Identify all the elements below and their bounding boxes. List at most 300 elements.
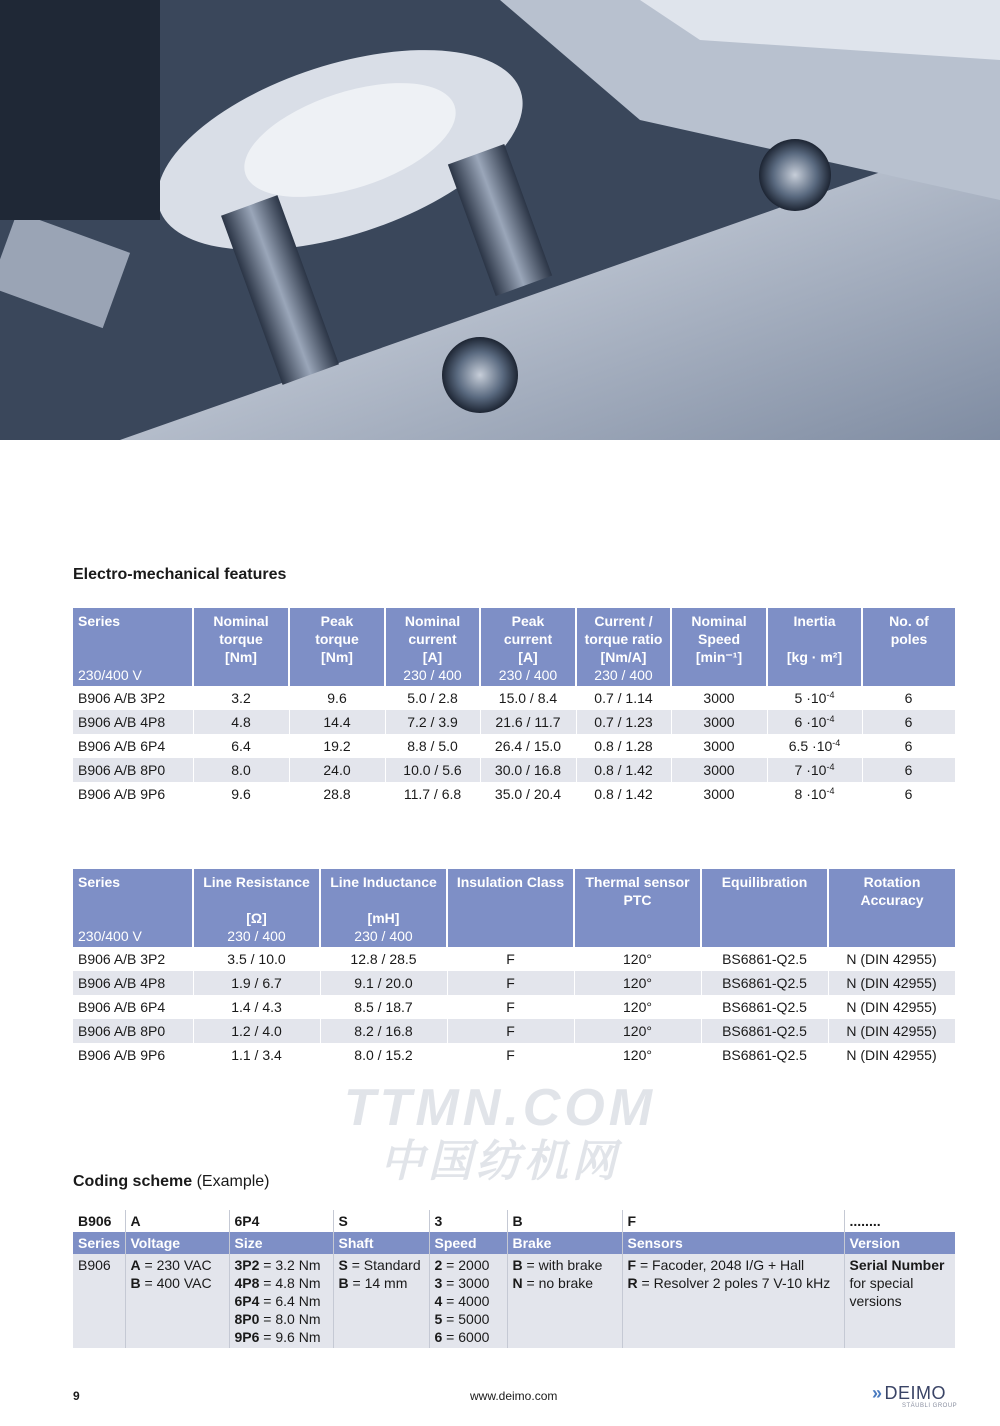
cell-text: 1.2 / 4.0 bbox=[231, 1023, 282, 1039]
cell-text: 6 bbox=[904, 690, 913, 706]
header-subtitle: 230 / 400 bbox=[403, 667, 462, 683]
cell-text: 3000 bbox=[703, 714, 735, 730]
value-cell bbox=[385, 686, 480, 710]
table-row bbox=[73, 947, 955, 971]
code-desc: = 2000 bbox=[442, 1257, 490, 1273]
code-key: Serial Number bbox=[849, 1257, 945, 1273]
value-cell bbox=[862, 686, 955, 710]
value-cell bbox=[385, 782, 480, 806]
header-subtitle: 230/400 V bbox=[78, 928, 142, 944]
cell-text: 8.5 / 18.7 bbox=[354, 999, 413, 1015]
cell-text: 1.1 / 3.4 bbox=[231, 1047, 282, 1063]
series-cell bbox=[73, 971, 193, 995]
cell-text: B906 A/B 4P8 bbox=[78, 714, 166, 730]
code-value-line bbox=[513, 1256, 617, 1274]
code-key: 4P8 bbox=[234, 1275, 260, 1291]
header-subtitle: 230 / 400 bbox=[594, 667, 653, 683]
value-cell bbox=[701, 995, 828, 1019]
column-header bbox=[480, 608, 576, 686]
code-label-cell: Series bbox=[73, 1232, 125, 1254]
code-key: A bbox=[130, 1257, 141, 1273]
cell-text: 7 ·10 bbox=[794, 762, 827, 778]
value-cell bbox=[671, 782, 767, 806]
cell-text: 3000 bbox=[703, 762, 735, 778]
value-cell bbox=[767, 782, 862, 806]
code-value-line bbox=[435, 1274, 502, 1292]
hero-machine-photo bbox=[0, 0, 1000, 440]
cell-text: 8.0 / 15.2 bbox=[354, 1047, 413, 1063]
header-line: Peak bbox=[511, 613, 545, 629]
machine-illustration bbox=[0, 0, 1000, 440]
header-line: [Nm/A] bbox=[600, 649, 647, 665]
code-label-cell: Shaft bbox=[333, 1232, 429, 1254]
code-value-cell bbox=[844, 1254, 955, 1348]
cell-text: 4.8 bbox=[231, 714, 251, 730]
code-key: F bbox=[627, 1257, 637, 1273]
exponent: -4 bbox=[826, 786, 835, 796]
cell-text: B906 A/B 4P8 bbox=[78, 975, 166, 991]
table-row bbox=[73, 686, 955, 710]
value-cell bbox=[289, 686, 385, 710]
value-cell bbox=[385, 710, 480, 734]
cell-text: BS6861-Q2.5 bbox=[722, 951, 807, 967]
code-desc: versions bbox=[849, 1293, 902, 1309]
table-row bbox=[73, 1019, 955, 1043]
value-cell bbox=[193, 686, 289, 710]
exponent: -4 bbox=[826, 690, 835, 700]
header-line: Current / bbox=[594, 613, 653, 629]
code-cell: 6P4 bbox=[229, 1210, 333, 1232]
series-cell bbox=[73, 758, 193, 782]
logo-text: DEIMO bbox=[884, 1383, 947, 1403]
column-header bbox=[73, 869, 193, 947]
value-cell bbox=[767, 710, 862, 734]
cell-text: F bbox=[506, 1047, 515, 1063]
watermark-line-2: 中国纺机网 bbox=[380, 1137, 620, 1186]
value-cell bbox=[447, 1043, 574, 1067]
value-cell bbox=[480, 758, 576, 782]
code-label-cell: Brake bbox=[507, 1232, 622, 1254]
coding-scheme-title bbox=[73, 1173, 270, 1191]
cell-text: 1.4 / 4.3 bbox=[231, 999, 282, 1015]
code-desc: = 9.6 Nm bbox=[259, 1329, 321, 1345]
cell-text: 120° bbox=[623, 1047, 652, 1063]
value-cell bbox=[447, 947, 574, 971]
code-desc: = 5000 bbox=[442, 1311, 490, 1327]
chevron-logo-icon: » bbox=[872, 1383, 883, 1403]
code-value-line bbox=[131, 1274, 224, 1292]
code-desc: = 3.2 Nm bbox=[259, 1257, 321, 1273]
exponent: -4 bbox=[826, 762, 835, 772]
electrical-characteristics-table bbox=[73, 869, 956, 1067]
column-header bbox=[574, 869, 701, 947]
code-key: 9P6 bbox=[234, 1329, 260, 1345]
header-line: torque ratio bbox=[584, 631, 663, 647]
code-desc: = 6.4 Nm bbox=[259, 1293, 321, 1309]
code-cell: A bbox=[125, 1210, 229, 1232]
code-value-line bbox=[339, 1256, 424, 1274]
header-line: No. of bbox=[889, 613, 929, 629]
header-line: current bbox=[408, 631, 457, 647]
code-desc: = 400 VAC bbox=[140, 1275, 212, 1291]
value-cell bbox=[576, 734, 671, 758]
column-header bbox=[289, 608, 385, 686]
header-line: Nominal bbox=[404, 613, 461, 629]
cell-text: 1.9 / 6.7 bbox=[231, 975, 282, 991]
value-cell bbox=[480, 782, 576, 806]
code-cell: B906 bbox=[73, 1210, 125, 1232]
code-desc: = 4.8 Nm bbox=[259, 1275, 321, 1291]
column-header bbox=[193, 608, 289, 686]
header-line: Line Inductance bbox=[330, 874, 437, 890]
header-line: Nominal bbox=[691, 613, 747, 629]
cell-text: 8.0 bbox=[231, 762, 251, 778]
cell-text: 12.8 / 28.5 bbox=[350, 951, 417, 967]
code-value-cell bbox=[507, 1254, 622, 1348]
cell-text: B906 A/B 8P0 bbox=[78, 762, 166, 778]
cell-text: 14.4 bbox=[323, 714, 351, 730]
value-cell bbox=[320, 947, 447, 971]
cell-text: 5 ·10 bbox=[794, 690, 827, 706]
footer-url[interactable]: www.deimo.com bbox=[470, 1389, 558, 1403]
code-cell: S bbox=[333, 1210, 429, 1232]
value-cell bbox=[320, 971, 447, 995]
value-cell bbox=[576, 782, 671, 806]
value-cell bbox=[828, 947, 955, 971]
electro-mechanical-table bbox=[73, 608, 956, 806]
code-value-line bbox=[850, 1274, 951, 1292]
value-cell bbox=[289, 710, 385, 734]
page-number: 9 bbox=[73, 1389, 80, 1403]
code-label-cell: Sensors bbox=[622, 1232, 844, 1254]
header-line: [min⁻¹] bbox=[695, 649, 743, 665]
cell-text: 28.8 bbox=[323, 786, 351, 802]
header-subtitle: 230 / 400 bbox=[354, 928, 413, 944]
header-line: [Nm] bbox=[225, 649, 257, 665]
code-value-line bbox=[235, 1292, 328, 1310]
value-cell bbox=[574, 971, 701, 995]
cell-text: 6 bbox=[904, 714, 913, 730]
code-desc: B906 bbox=[78, 1257, 111, 1273]
cell-text: N (DIN 42955) bbox=[846, 1023, 937, 1039]
column-header bbox=[447, 869, 574, 947]
cell-text: F bbox=[506, 999, 515, 1015]
value-cell bbox=[828, 995, 955, 1019]
code-key: 6 bbox=[434, 1329, 443, 1345]
value-cell bbox=[193, 1019, 320, 1043]
code-desc: = 6000 bbox=[442, 1329, 490, 1345]
code-desc: = Standard bbox=[347, 1257, 421, 1273]
code-desc: = 230 VAC bbox=[140, 1257, 212, 1273]
code-value-cell bbox=[229, 1254, 333, 1348]
code-key: 3 bbox=[434, 1275, 443, 1291]
cell-text: 6.5 ·10 bbox=[788, 738, 833, 754]
column-header bbox=[320, 869, 447, 947]
header-line: [Ω] bbox=[246, 910, 267, 926]
header-subtitle: 230 / 400 bbox=[498, 667, 558, 683]
cell-text: BS6861-Q2.5 bbox=[722, 975, 807, 991]
watermark bbox=[280, 1080, 720, 1188]
code-value-line bbox=[628, 1256, 839, 1274]
code-value-line bbox=[235, 1274, 328, 1292]
header-line: Inertia bbox=[793, 613, 836, 629]
column-header bbox=[671, 608, 767, 686]
header-line: [A] bbox=[422, 649, 443, 665]
cell-text: F bbox=[506, 951, 515, 967]
exponent: -4 bbox=[832, 738, 841, 748]
cell-text: 120° bbox=[623, 951, 652, 967]
cell-text: 26.4 / 15.0 bbox=[494, 738, 562, 754]
table-row bbox=[73, 758, 955, 782]
header-line: [A] bbox=[518, 649, 538, 665]
logo-tagline: STÄUBLI GROUP bbox=[902, 1403, 958, 1409]
cell-text: 24.0 bbox=[323, 762, 351, 778]
header-line bbox=[771, 630, 858, 648]
code-value-line bbox=[131, 1256, 224, 1274]
series-cell bbox=[73, 947, 193, 971]
cell-text: 120° bbox=[623, 1023, 652, 1039]
code-cell: 3 bbox=[429, 1210, 507, 1232]
value-cell bbox=[862, 734, 955, 758]
cell-text: N (DIN 42955) bbox=[846, 975, 937, 991]
cell-text: 6.4 bbox=[231, 738, 251, 754]
column-header bbox=[193, 869, 320, 947]
cell-text: 8.8 / 5.0 bbox=[407, 738, 458, 754]
header-subtitle: 230/400 V bbox=[78, 667, 142, 683]
header-line: torque bbox=[219, 631, 263, 647]
code-desc: for special bbox=[849, 1275, 914, 1291]
cell-text: N (DIN 42955) bbox=[846, 999, 937, 1015]
cell-text: BS6861-Q2.5 bbox=[722, 1023, 807, 1039]
cell-text: 19.2 bbox=[323, 738, 351, 754]
cell-text: 120° bbox=[623, 999, 652, 1015]
header-line: Accuracy bbox=[860, 892, 924, 908]
header-subtitle: 230 / 400 bbox=[227, 928, 286, 944]
coding-scheme-title-bold: Coding scheme bbox=[73, 1173, 193, 1190]
value-cell bbox=[193, 782, 289, 806]
value-cell bbox=[193, 1043, 320, 1067]
value-cell bbox=[193, 710, 289, 734]
value-cell bbox=[385, 734, 480, 758]
table-row bbox=[73, 971, 955, 995]
header-line: Speed bbox=[697, 631, 740, 647]
value-cell bbox=[701, 971, 828, 995]
table-row bbox=[73, 995, 955, 1019]
value-cell bbox=[671, 734, 767, 758]
header-line: Thermal sensor bbox=[585, 874, 690, 890]
cell-text: N (DIN 42955) bbox=[846, 1047, 937, 1063]
code-value-line bbox=[235, 1328, 328, 1346]
watermark-line-1: TTMN.COM bbox=[343, 1079, 657, 1137]
code-label-cell: Speed bbox=[429, 1232, 507, 1254]
header-line: Nominal bbox=[213, 613, 269, 629]
code-cell: F bbox=[622, 1210, 844, 1232]
value-cell bbox=[767, 686, 862, 710]
value-cell bbox=[828, 1019, 955, 1043]
header-line bbox=[324, 891, 443, 909]
series-cell bbox=[73, 782, 193, 806]
header-line: Line Resistance bbox=[203, 874, 310, 890]
code-value-cell bbox=[73, 1254, 125, 1348]
column-header bbox=[385, 608, 480, 686]
value-cell bbox=[576, 710, 671, 734]
header-line: [kg · m²] bbox=[786, 649, 843, 665]
cell-text: 0.8 / 1.42 bbox=[594, 762, 653, 778]
series-cell bbox=[73, 686, 193, 710]
cell-text: 11.7 / 6.8 bbox=[403, 786, 462, 802]
header-line: poles bbox=[890, 631, 928, 647]
value-cell bbox=[576, 686, 671, 710]
code-desc: = 3000 bbox=[442, 1275, 490, 1291]
code-cell: B bbox=[507, 1210, 622, 1232]
coding-scheme-table bbox=[73, 1210, 955, 1348]
value-cell bbox=[289, 734, 385, 758]
code-value-line bbox=[435, 1310, 502, 1328]
value-cell bbox=[289, 758, 385, 782]
cell-text: 3000 bbox=[703, 690, 735, 706]
code-label-cell: Version bbox=[844, 1232, 955, 1254]
code-value-line bbox=[78, 1256, 120, 1274]
cell-text: 0.8 / 1.28 bbox=[594, 738, 653, 754]
code-key: 4 bbox=[434, 1293, 443, 1309]
code-key: S bbox=[338, 1257, 348, 1273]
cell-text: 0.7 / 1.14 bbox=[594, 690, 653, 706]
value-cell bbox=[193, 971, 320, 995]
code-value-line bbox=[435, 1256, 502, 1274]
value-cell bbox=[671, 710, 767, 734]
code-value-line bbox=[513, 1274, 617, 1292]
value-cell bbox=[767, 758, 862, 782]
cell-text: F bbox=[506, 975, 515, 991]
cell-text: 3.5 / 10.0 bbox=[227, 951, 286, 967]
cell-text: 6 bbox=[904, 738, 913, 754]
cell-text: B906 A/B 3P2 bbox=[78, 951, 166, 967]
code-label-cell: Voltage bbox=[125, 1232, 229, 1254]
cell-text: 3.2 bbox=[231, 690, 251, 706]
code-key: N bbox=[512, 1275, 523, 1291]
header-line: Equilibration bbox=[721, 874, 808, 890]
cell-text: BS6861-Q2.5 bbox=[722, 1047, 807, 1063]
cell-text: 8 ·10 bbox=[794, 786, 827, 802]
code-desc: = 8.0 Nm bbox=[259, 1311, 321, 1327]
value-cell bbox=[480, 710, 576, 734]
cell-text: 6 ·10 bbox=[794, 714, 827, 730]
header-line bbox=[197, 891, 316, 909]
value-cell bbox=[480, 734, 576, 758]
value-cell bbox=[193, 734, 289, 758]
code-value-cell bbox=[622, 1254, 844, 1348]
value-cell bbox=[671, 686, 767, 710]
value-cell bbox=[480, 686, 576, 710]
series-cell bbox=[73, 710, 193, 734]
cell-text: 9.6 bbox=[327, 690, 347, 706]
header-line: Rotation bbox=[863, 874, 921, 890]
code-value-line bbox=[235, 1256, 328, 1274]
column-header bbox=[73, 608, 193, 686]
value-cell bbox=[193, 947, 320, 971]
value-cell bbox=[447, 971, 574, 995]
value-cell bbox=[576, 758, 671, 782]
code-key: R bbox=[627, 1275, 638, 1291]
code-desc: = Resolver 2 poles 7 V-10 kHz bbox=[637, 1275, 831, 1291]
code-value-line bbox=[850, 1256, 951, 1274]
code-value-cell bbox=[429, 1254, 507, 1348]
value-cell bbox=[574, 947, 701, 971]
code-cell: ........ bbox=[849, 1213, 881, 1229]
cell-text: 8.2 / 16.8 bbox=[354, 1023, 413, 1039]
exponent: -4 bbox=[826, 714, 835, 724]
cell-text: 10.0 / 5.6 bbox=[403, 762, 462, 778]
value-cell bbox=[447, 995, 574, 1019]
value-cell bbox=[574, 995, 701, 1019]
header-line: torque bbox=[315, 631, 359, 647]
code-value-line bbox=[850, 1292, 951, 1310]
code-key: 5 bbox=[434, 1311, 443, 1327]
value-cell bbox=[701, 1043, 828, 1067]
cell-text: 30.0 / 16.8 bbox=[494, 762, 562, 778]
value-cell bbox=[574, 1019, 701, 1043]
table-row bbox=[73, 710, 955, 734]
value-cell bbox=[320, 1043, 447, 1067]
code-key: 8P0 bbox=[234, 1311, 260, 1327]
value-cell bbox=[320, 995, 447, 1019]
code-key: B bbox=[130, 1275, 141, 1291]
cell-text: 3000 bbox=[703, 786, 735, 802]
code-key: 2 bbox=[434, 1257, 443, 1273]
code-desc: = Facoder, 2048 I/G + Hall bbox=[636, 1257, 805, 1273]
table-row bbox=[73, 782, 955, 806]
value-cell bbox=[767, 734, 862, 758]
code-value-line bbox=[339, 1274, 424, 1292]
code-value-line bbox=[435, 1328, 502, 1346]
code-value-cell bbox=[333, 1254, 429, 1348]
deimo-logo bbox=[872, 1383, 958, 1409]
header-line: Series bbox=[78, 874, 121, 890]
column-header bbox=[828, 869, 955, 947]
value-cell bbox=[828, 971, 955, 995]
header-line: Series bbox=[78, 613, 121, 629]
column-header bbox=[701, 869, 828, 947]
code-key: B bbox=[512, 1257, 523, 1273]
cell-text: F bbox=[506, 1023, 515, 1039]
cell-text: 5.0 / 2.8 bbox=[407, 690, 458, 706]
cell-text: B906 A/B 6P4 bbox=[78, 999, 166, 1015]
cell-text: 0.8 / 1.42 bbox=[594, 786, 653, 802]
header-line: [mH] bbox=[367, 910, 400, 926]
cell-text: N (DIN 42955) bbox=[846, 951, 937, 967]
cell-text: B906 A/B 6P4 bbox=[78, 738, 166, 754]
series-cell bbox=[73, 1043, 193, 1067]
value-cell bbox=[828, 1043, 955, 1067]
coding-scheme-title-example: (Example) bbox=[196, 1173, 270, 1190]
value-cell bbox=[701, 947, 828, 971]
cell-text: B906 A/B 9P6 bbox=[78, 786, 166, 802]
value-cell bbox=[862, 710, 955, 734]
code-value-cell bbox=[125, 1254, 229, 1348]
cell-text: 9.1 / 20.0 bbox=[354, 975, 413, 991]
cell-text: B906 A/B 3P2 bbox=[78, 690, 166, 706]
header-line: current bbox=[503, 631, 553, 647]
value-cell bbox=[447, 1019, 574, 1043]
cell-text: 21.6 / 11.7 bbox=[495, 714, 561, 730]
table-row bbox=[73, 734, 955, 758]
code-desc: = 14 mm bbox=[348, 1275, 408, 1291]
code-value-line bbox=[628, 1274, 839, 1292]
code-key: 3P2 bbox=[234, 1257, 260, 1273]
column-header bbox=[862, 608, 955, 686]
cell-text: 120° bbox=[623, 975, 652, 991]
cell-text: BS6861-Q2.5 bbox=[722, 999, 807, 1015]
